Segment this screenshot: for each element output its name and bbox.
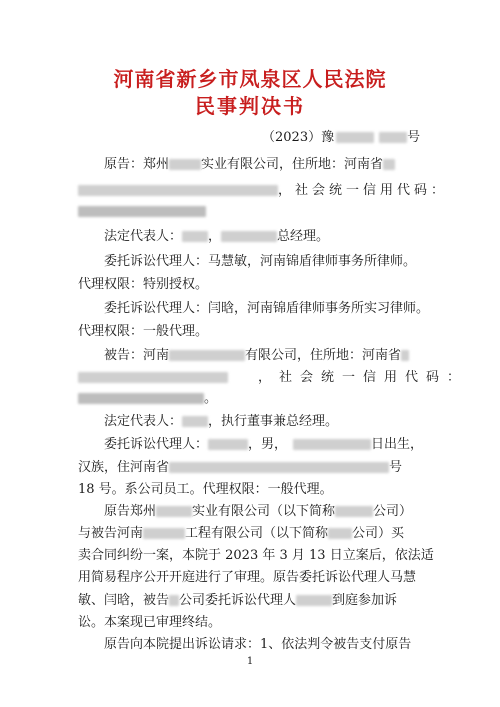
defendant-credit-code: 。 (78, 387, 217, 406)
defendant-legal-rep: 法定代表人： ，执行董事兼总经理。 (104, 414, 339, 429)
summary-line-5: 敏、闫晗，被告 公司委托诉讼代理人 到庭参加诉 (78, 593, 398, 608)
plaintiff-address-line: ，社会统一信用代码： (78, 179, 448, 198)
plaintiff-agent-1-authority: 代理权限：特别授权。 (78, 277, 209, 292)
court-name: 河南省新乡市凤泉区人民法院 (113, 67, 387, 91)
defendant-agent-address: 汉族，住河南省 号 (78, 460, 403, 475)
document-type: 民事判决书 (195, 94, 305, 118)
defendant-address-line: ，社会统一信用代码： (78, 366, 468, 385)
plaintiff-credit-code (78, 204, 206, 219)
summary-line-2: 与被告河南 工程有限公司（以下简称 公司）买 (78, 526, 405, 541)
defendant-agent: 委托诉讼代理人： ，男， 日出生， (104, 437, 424, 452)
defendant-agent-authority: 18 号。系公司员工。代理权限：一般代理。 (78, 482, 333, 497)
case-number: （2023）豫 号 (262, 130, 421, 145)
plaintiff-agent-2: 委托诉讼代理人：闫晗，河南锦盾律师事务所实习律师。 (104, 301, 430, 316)
summary-line-3: 卖合同纠纷一案，本院于 2023 年 3 月 13 日立案后，依法适 (78, 548, 434, 563)
defendant-line: 被告：河南 有限公司，住所地：河南省 (104, 344, 409, 363)
plaintiff-line: 原告：郑州 实业有限公司，住所地：河南省 (104, 153, 395, 172)
claims-intro: 原告向本院提出诉讼请求：1、依法判令被告支付原告 (104, 637, 412, 652)
page-number: 1 (246, 656, 254, 667)
summary-line-1: 原告郑州 实业有限公司（以下简称 公司） (104, 504, 413, 519)
plaintiff-agent-1: 委托诉讼代理人：马慧敏，河南锦盾律师事务所律师。 (104, 254, 417, 269)
plaintiff-agent-2-authority: 代理权限：一般代理。 (78, 324, 209, 339)
summary-line-6: 讼。本案现已审理终结。 (78, 615, 222, 630)
summary-line-4: 用简易程序公开开庭进行了审理。原告委托诉讼代理人马慧 (78, 570, 417, 585)
plaintiff-legal-rep: 法定代表人： ， 总经理。 (104, 229, 330, 244)
